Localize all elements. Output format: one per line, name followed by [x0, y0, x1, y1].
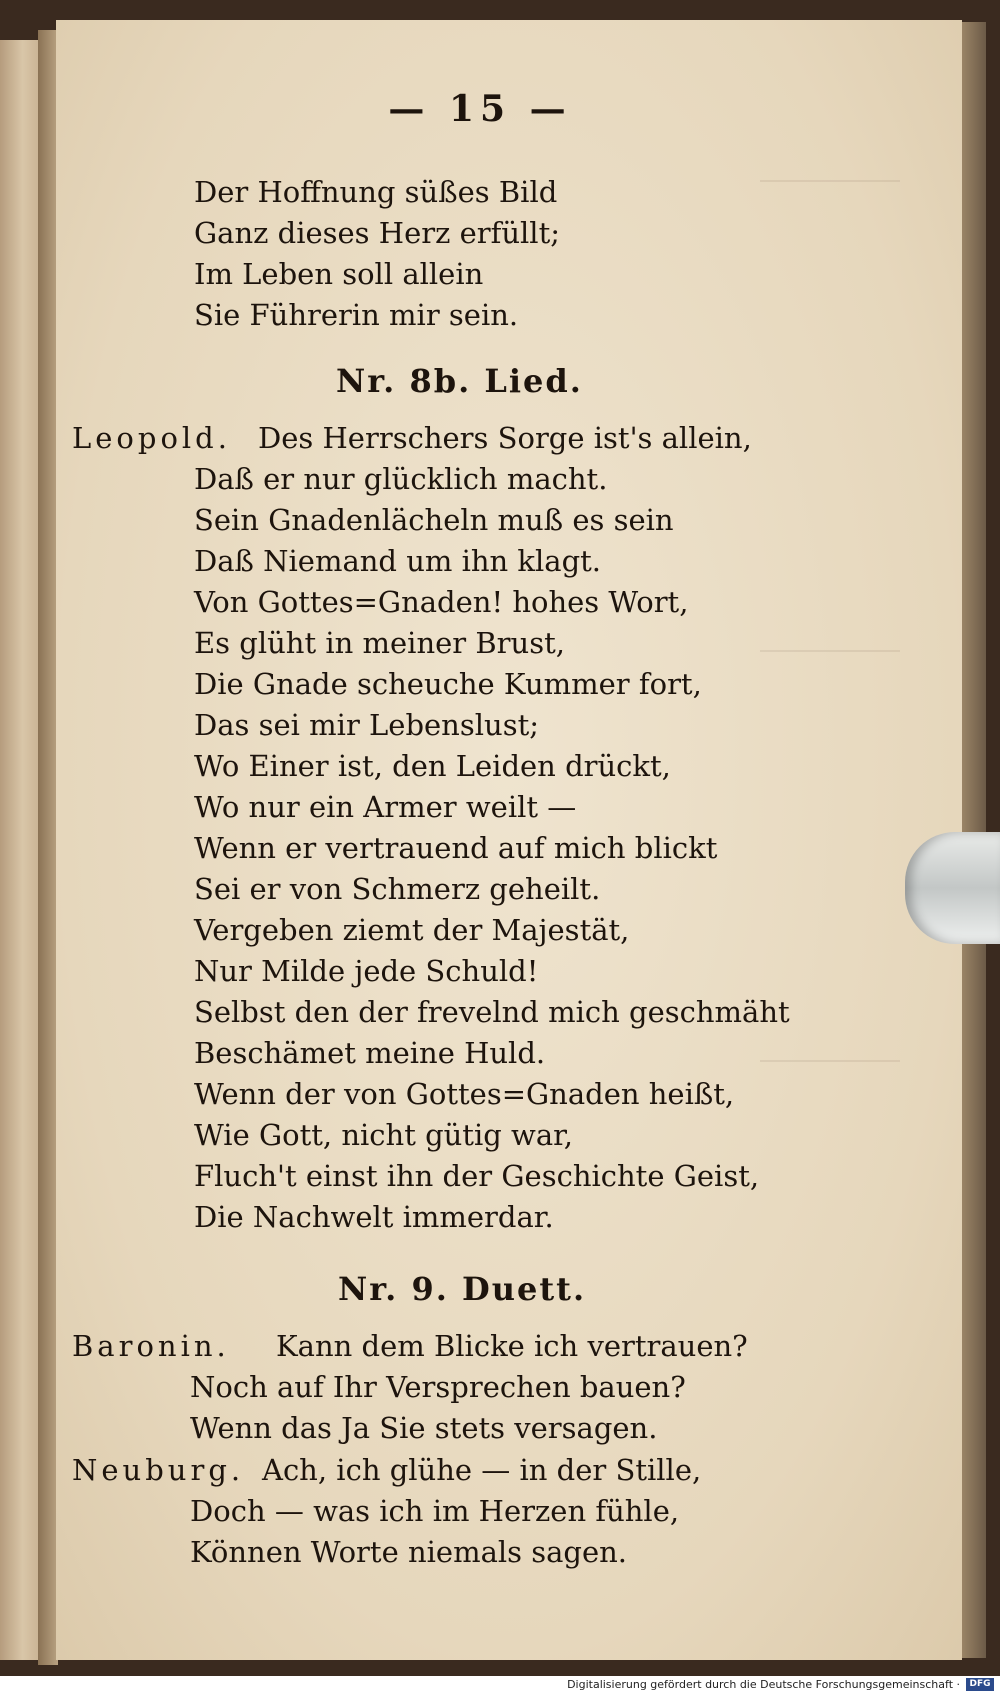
verse-line: Ganz dieses Herz erfüllt;	[194, 216, 560, 250]
verse-line: Wenn er vertrauend auf mich blickt	[194, 831, 718, 865]
verse-line: Der Hoffnung süßes Bild	[194, 175, 558, 209]
verse-line: Die Nachwelt immerdar.	[194, 1200, 554, 1234]
section-heading-9: Nr. 9. Duett.	[338, 1270, 587, 1308]
verse-line: Es glüht in meiner Brust,	[194, 626, 565, 660]
verse-line: Wo Einer ist, den Leiden drückt,	[194, 749, 671, 783]
verse-line: Sein Gnadenlächeln muß es sein	[194, 503, 674, 537]
book-gutter	[38, 30, 58, 1665]
verse-line: Beschämet meine Huld.	[194, 1036, 546, 1070]
verse-line: Daß er nur glücklich macht.	[194, 462, 608, 496]
digitization-footer	[0, 1676, 1000, 1694]
bleed-through-mark	[760, 1060, 900, 1078]
verse-line: Vergeben ziemt der Majestät,	[194, 913, 630, 947]
verse-line: Doch — was ich im Herzen fühle,	[190, 1494, 680, 1528]
speaker-name: Baronin.	[72, 1329, 230, 1363]
glass-page-weight	[905, 832, 1000, 944]
verse-line: Wenn das Ja Sie stets versagen.	[190, 1411, 658, 1445]
verse-line: Wie Gott, nicht gütig war,	[194, 1118, 574, 1152]
previous-page-edge	[0, 40, 38, 1660]
verse-line: Fluch't einst ihn der Geschichte Geist,	[194, 1159, 760, 1193]
verse-line: Sie Führerin mir sein.	[194, 298, 519, 332]
speaker-name: Leopold.	[72, 421, 231, 455]
verse-line: Können Worte niemals sagen.	[190, 1535, 628, 1569]
bleed-through-mark	[760, 180, 900, 198]
verse-line: Wenn der von Gottes=Gnaden heißt,	[194, 1077, 735, 1111]
verse-line: Wo nur ein Armer weilt —	[194, 790, 577, 824]
section-heading-8b: Nr. 8b. Lied.	[336, 362, 583, 400]
verse-line: Noch auf Ihr Versprechen bauen?	[190, 1370, 686, 1404]
verse-line: Im Leben soll allein	[194, 257, 484, 291]
dfg-logo: DFG	[966, 1678, 994, 1691]
verse-line: Von Gottes=Gnaden! hohes Wort,	[194, 585, 689, 619]
verse-line: Nur Milde jede Schuld!	[194, 954, 539, 988]
verse-line: Selbst den der frevelnd mich geschmäht	[194, 995, 790, 1029]
footer-credit: Digitalisierung gefördert durch die Deutsche Forschungsgemeinschaft ·	[567, 1678, 960, 1691]
verse-line: Die Gnade scheuche Kummer fort,	[194, 667, 702, 701]
verse-line: Sei er von Schmerz geheilt.	[194, 872, 601, 906]
page-number: — 15 —	[388, 88, 572, 130]
verse-line: Daß Niemand um ihn klagt.	[194, 544, 602, 578]
verse-line: Ach, ich glühe — in der Stille,	[262, 1453, 702, 1487]
bleed-through-mark	[760, 650, 900, 668]
speaker-name: Neuburg.	[72, 1453, 245, 1487]
verse-line: Das sei mir Lebenslust;	[194, 708, 539, 742]
verse-line: Des Herrschers Sorge ist's allein,	[258, 421, 752, 455]
verse-line: Kann dem Blicke ich vertrauen?	[276, 1329, 748, 1363]
